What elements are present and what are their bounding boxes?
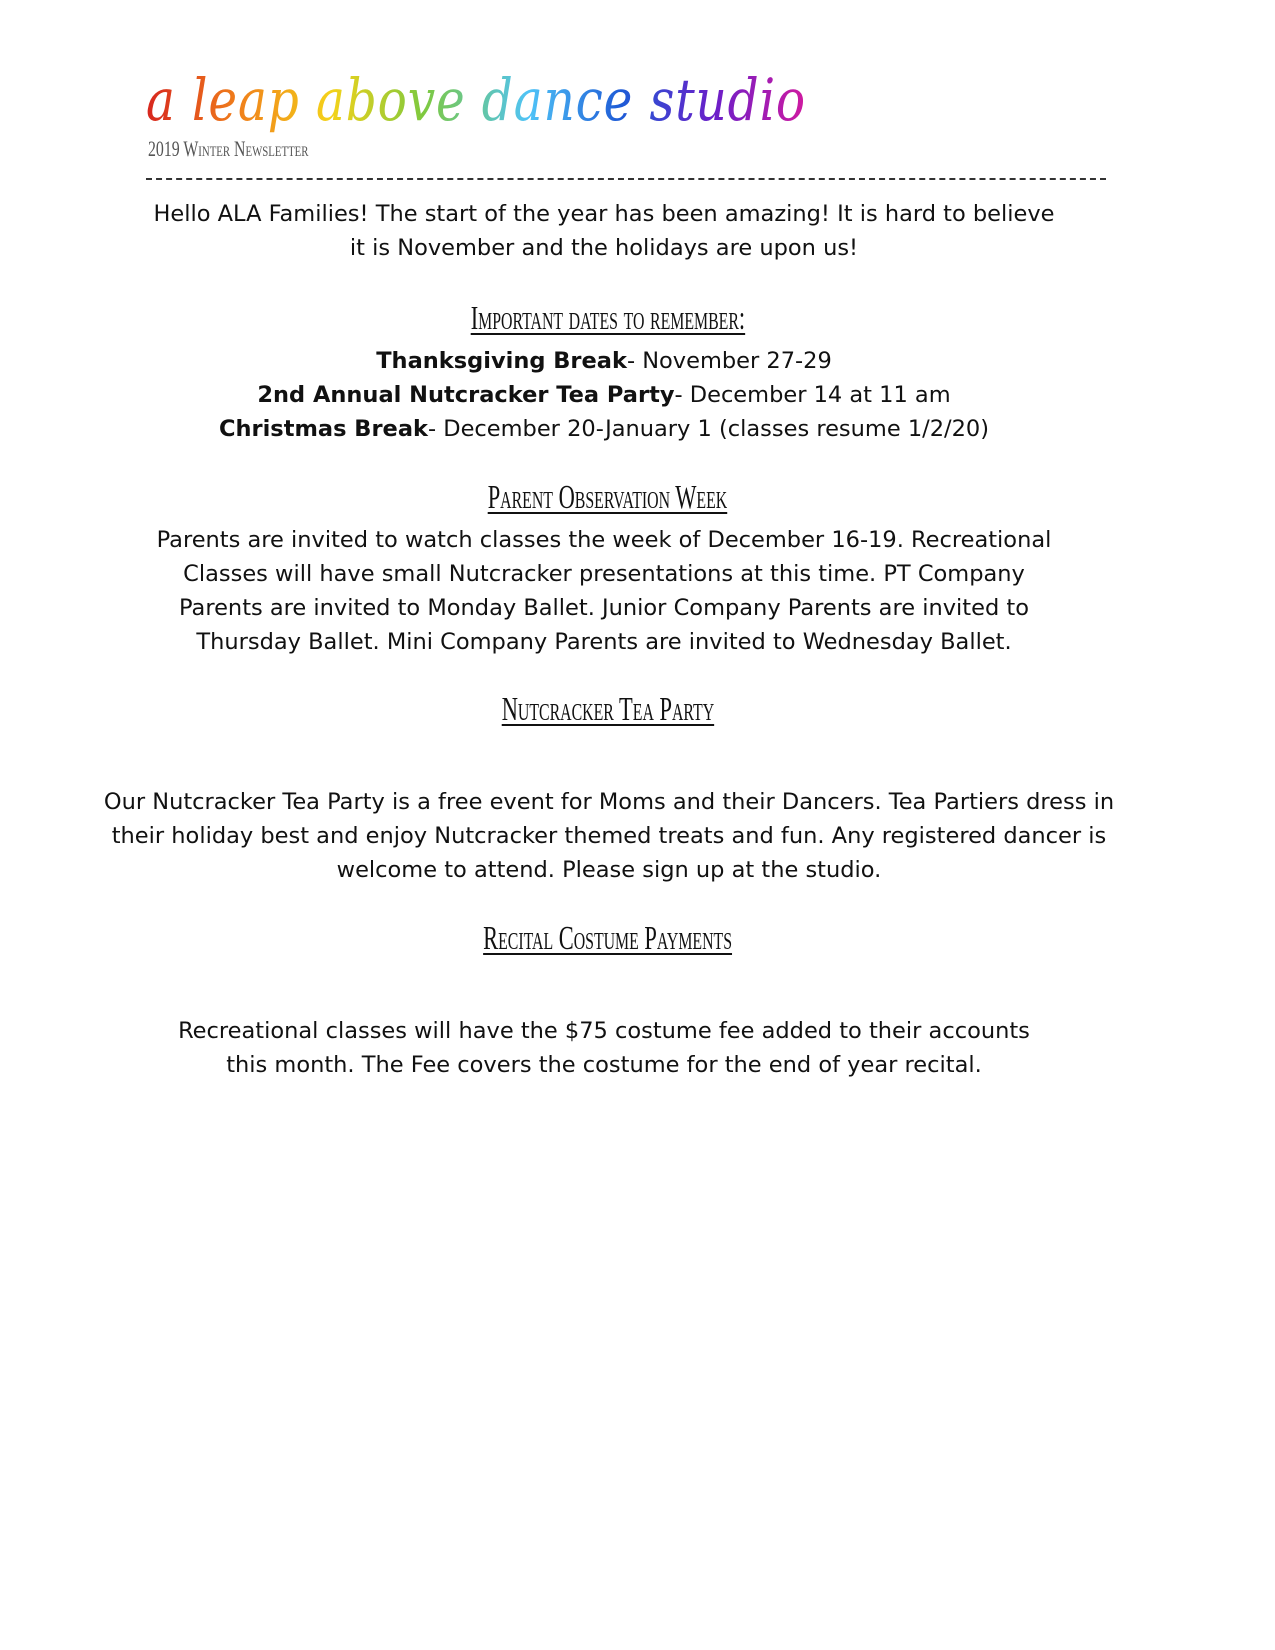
intro-line: it is November and the holidays are upon us! [349,235,859,261]
costume-heading: Recital Costume Payments [483,920,732,957]
date-item-detail: - November 27-29 [626,348,832,374]
tea-party-line: welcome to attend. Please sign up at the studio. [336,857,882,883]
tea-party-line: their holiday best and enjoy Nutcracker themed treats and fun. Any registered dancer is [111,823,1107,849]
costume-paragraph [0,1014,1208,1082]
important-dates-heading: Important dates to remember: [470,300,745,337]
observation-line: Thursday Ballet. Mini Company Parents are invited to Wednesday Ballet. [196,629,1012,655]
intro-line: Hello ALA Families! The start of the year has been amazing! It is hard to believe [153,201,1055,227]
tea-party-heading: Nutcracker Tea Party [501,691,714,728]
date-item [0,412,1208,446]
costume-line: this month. The Fee covers the costume for the end of year recital. [226,1052,982,1078]
date-item-label: 2nd Annual Nutcracker Tea Party [257,382,675,408]
intro-paragraph [0,197,1208,265]
observation-heading: Parent Observation Week [487,479,728,516]
date-item [0,344,1208,378]
date-item [0,378,1208,412]
tea-party-paragraph [0,785,1218,887]
header-divider [146,178,1106,180]
important-dates-list [0,344,1208,446]
date-item-label: Christmas Break [218,416,428,442]
tea-party-line: Our Nutcracker Tea Party is a free event for Moms and their Dancers. Tea Partiers dress in [103,789,1115,815]
date-item-detail: - December 14 at 11 am [674,382,951,408]
newsletter-subtitle: 2019 Winter Newsletter [148,136,309,161]
observation-line: Parents are invited to watch classes the week of December 16-19. Recreational [156,527,1052,553]
observation-paragraph [0,523,1208,659]
observation-line: Classes will have small Nutcracker presentations at this time. PT Company [183,561,1025,587]
costume-line: Recreational classes will have the $75 costume fee added to their accounts [178,1018,1030,1044]
studio-logo-text: a leap above dance studio [146,66,806,134]
observation-line: Parents are invited to Monday Ballet. Junior Company Parents are invited to [178,595,1029,621]
date-item-detail: - December 20-January 1 (classes resume 1/2/20) [427,416,990,442]
date-item-label: Thanksgiving Break [376,348,627,374]
